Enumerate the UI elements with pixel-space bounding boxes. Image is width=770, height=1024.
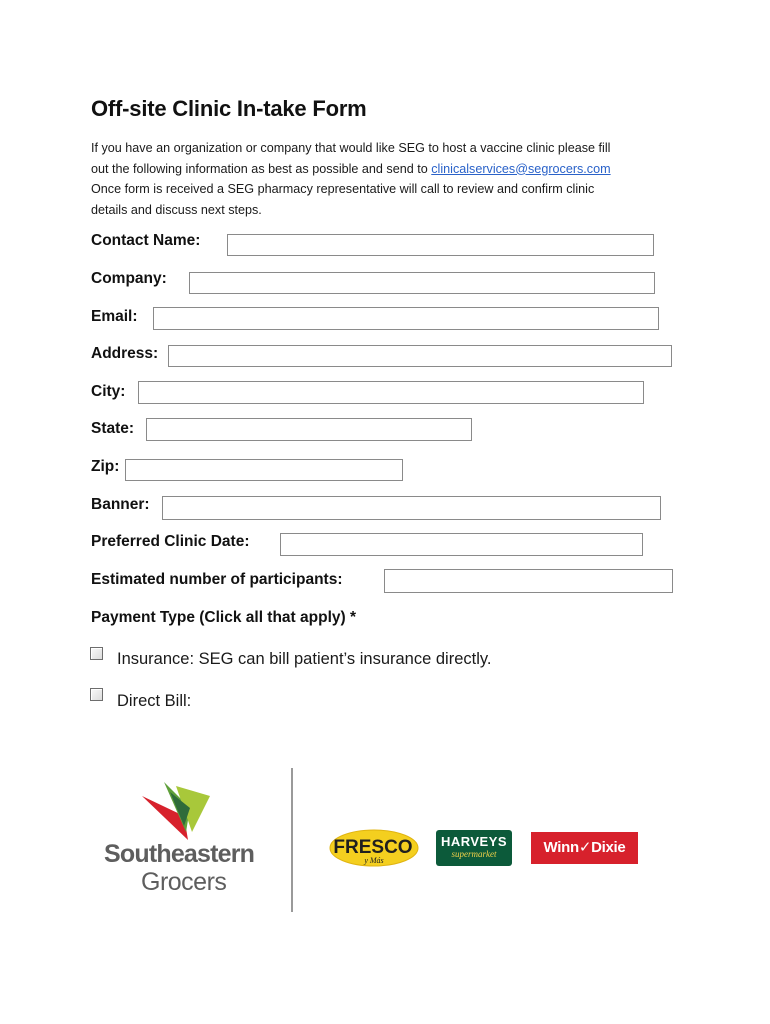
banner-label: Banner: <box>91 496 150 513</box>
direct-bill-checkbox[interactable] <box>90 688 103 701</box>
insurance-option-label: Insurance: SEG can bill patient’s insurance directly. <box>117 650 492 668</box>
contact-name-input[interactable] <box>227 234 654 256</box>
winn-dixie-logo <box>531 832 638 864</box>
fresco-y-mas-logo <box>328 828 420 868</box>
payment-type-heading: Payment Type (Click all that apply) * <box>91 609 357 626</box>
state-input[interactable] <box>146 418 472 441</box>
city-label: City: <box>91 383 126 400</box>
intro-line-3: Once form is received a SEG pharmacy representative will call to review and confirm clinic <box>91 182 595 196</box>
harveys-supermarket-logo <box>436 830 512 866</box>
harveys-logo-subtext: supermarket <box>451 849 497 859</box>
contact-name-label: Contact Name: <box>91 232 201 249</box>
company-label: Company: <box>91 270 167 287</box>
preferred-date-input[interactable] <box>280 533 643 556</box>
preferred-date-label: Preferred Clinic Date: <box>91 533 250 550</box>
southeastern-grocers-logo-line1: Southeastern <box>104 840 255 868</box>
zip-label: Zip: <box>91 458 120 475</box>
zip-input[interactable] <box>125 459 403 481</box>
email-input[interactable] <box>153 307 659 330</box>
insurance-checkbox[interactable] <box>90 647 103 660</box>
company-input[interactable] <box>189 272 655 294</box>
address-label: Address: <box>91 345 159 362</box>
direct-bill-option-label: Direct Bill: <box>117 692 192 710</box>
city-input[interactable] <box>138 381 644 404</box>
banner-input[interactable] <box>162 496 661 520</box>
email-link[interactable]: clinicalservices@segrocers.com <box>431 161 611 176</box>
intro-paragraph <box>91 138 681 220</box>
fresco-logo-subtext: y Más <box>364 856 384 865</box>
logo-divider <box>291 768 293 912</box>
participants-label: Estimated number of participants: <box>91 571 343 588</box>
intro-line-2: out the following information as best as possible and send to <box>91 161 432 176</box>
harveys-logo-text: HARVEYS <box>440 834 508 849</box>
intro-line-4: details and discuss next steps. <box>91 202 262 217</box>
form-title: Off-site Clinic In-take Form <box>91 96 367 121</box>
email-label: Email: <box>91 308 138 325</box>
fresco-logo-text: FRESCO <box>333 837 413 858</box>
winn-dixie-logo-text: Winn✓Dixie <box>543 839 626 856</box>
intro-line-1: If you have an organization or company that would like SEG to host a vaccine clinic please fill <box>91 141 611 155</box>
address-input[interactable] <box>168 345 672 367</box>
state-label: State: <box>91 420 135 437</box>
participants-input[interactable] <box>384 569 673 593</box>
southeastern-grocers-logo-line2: Grocers <box>141 868 227 896</box>
southeastern-grocers-leaf-icon <box>140 780 220 842</box>
